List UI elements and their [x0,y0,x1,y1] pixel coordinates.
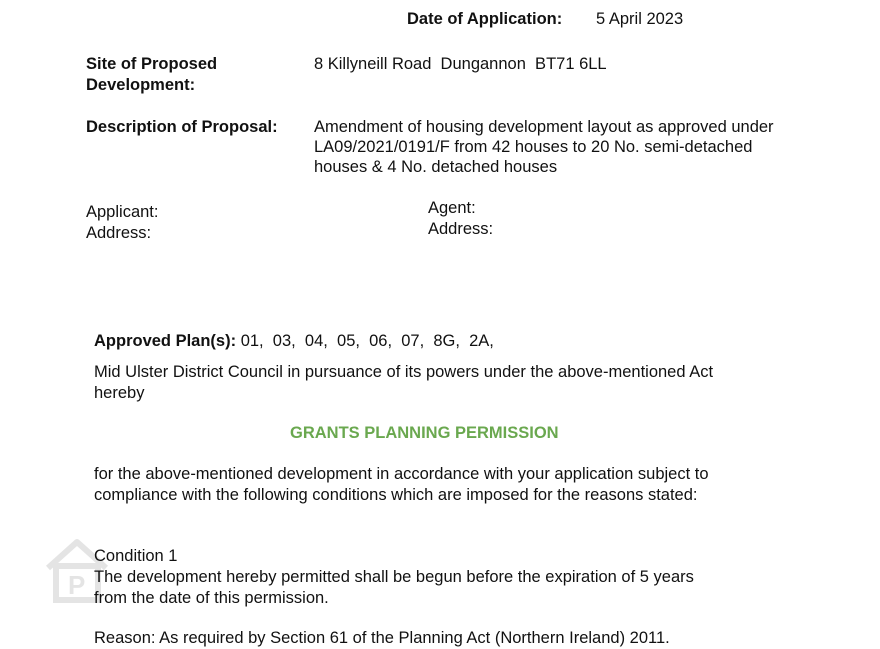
approved-plans [94,331,494,352]
approved-plans-values: 01, 03, 04, 05, 06, 07, 8G, 2A, [240,332,494,350]
proposal-label: Description of Proposal: [86,118,278,136]
approved-plans-label: Approved Plan(s): [94,332,237,350]
grant-text-line1: for the above-mentioned development in accordance with your application subject to [94,465,709,483]
proposal-line: LA09/2021/0191/F from 42 houses to 20 No. semi-detached [314,138,753,156]
date-of-application-label: Date of Application: [407,10,563,28]
svg-text:P: P [68,570,86,600]
proposal-line: Amendment of housing development layout as approved under [314,118,774,136]
condition-text-line2: from the date of this permission. [94,589,329,607]
date-of-application-value: 5 April 2023 [596,10,684,28]
applicant-label: Applicant: [86,203,159,221]
grant-text-line2: compliance with the following conditions which are imposed for the reasons stated: [94,486,698,504]
applicant-address-label: Address: [86,224,152,242]
reason-text: Reason: As required by Section 61 of the Planning Act (Northern Ireland) 2011. [94,629,670,647]
council-text-line2: hereby [94,384,145,402]
site-label-line1: Site of Proposed [86,55,218,73]
condition-text-line1: The development hereby permitted shall be begun before the expiration of 5 years [94,568,694,586]
condition-title: Condition 1 [94,547,178,565]
agent-label: Agent: [428,199,476,217]
grant-heading: GRANTS PLANNING PERMISSION [290,424,559,442]
site-label-line2: Development: [86,76,196,94]
site-value: 8 Killyneill Road Dungannon BT71 6LL [314,55,607,73]
agent-address-label: Address: [428,220,494,238]
council-text-line1: Mid Ulster District Council in pursuance of its powers under the above-mentioned Act [94,363,714,381]
proposal-line: houses & 4 No. detached houses [314,158,558,176]
